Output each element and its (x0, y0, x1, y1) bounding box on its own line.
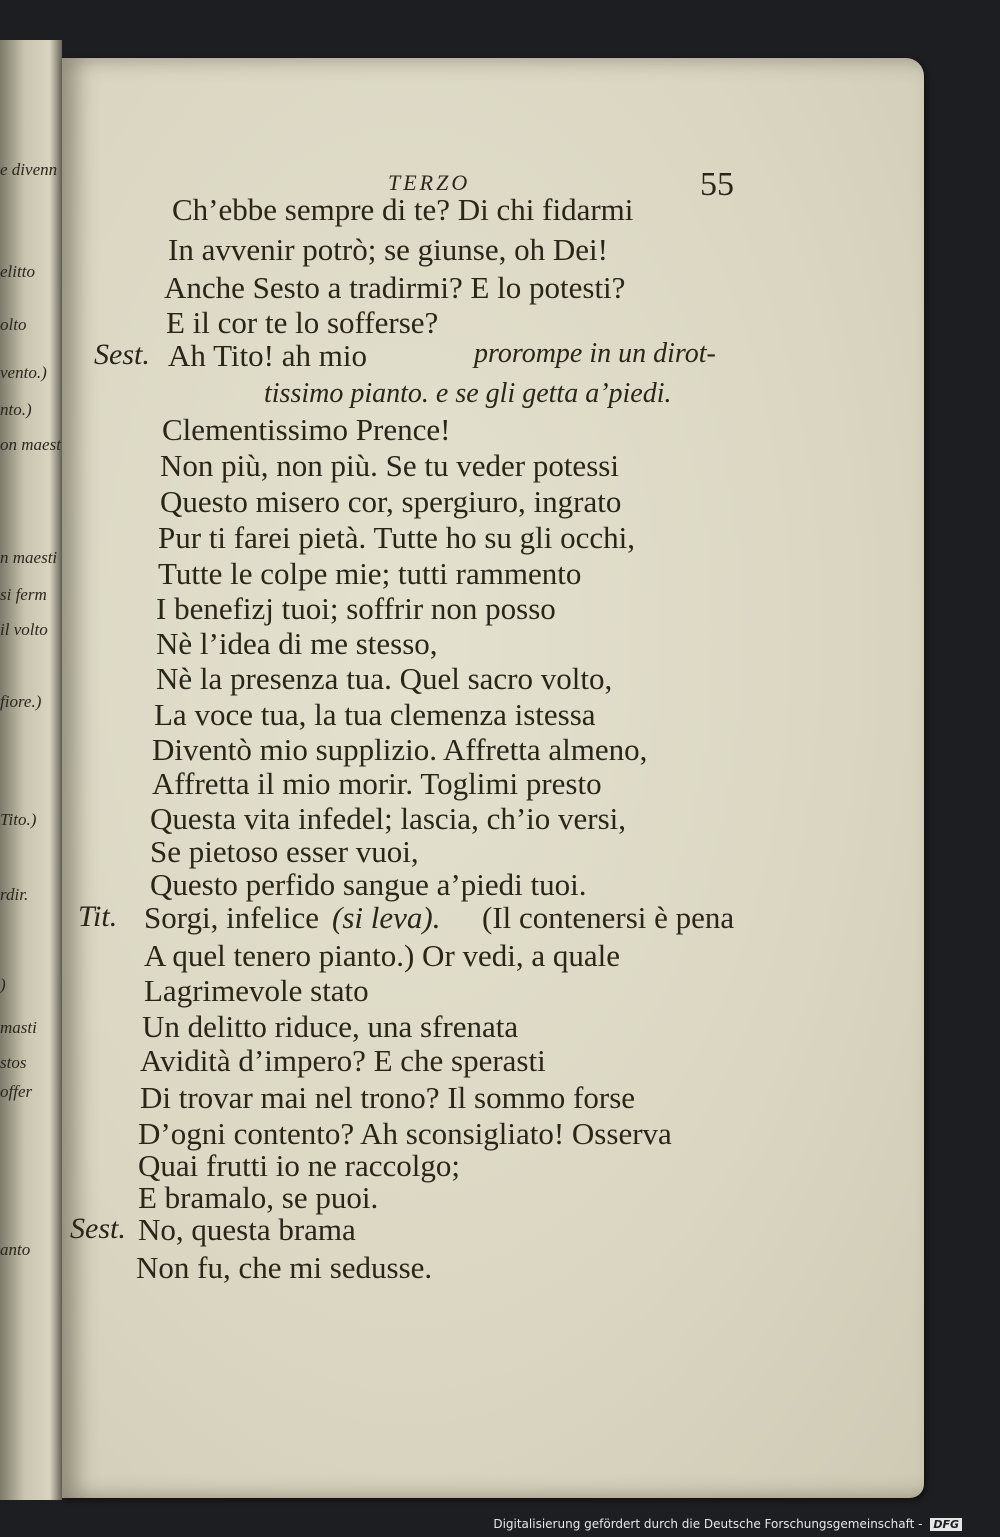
stage-direction: prorompe in un dirot- (474, 338, 716, 369)
prev-fragment: fiore.) (0, 692, 42, 711)
line-text: Questo perfido sangue a’piedi tuoi. (150, 867, 587, 902)
previous-page-edge (0, 40, 62, 1500)
prev-fragment: vento.) (0, 363, 47, 382)
prev-fragment: nto.) (0, 400, 32, 419)
line-text: Anche Sesto a tradirmi? E lo potesti? (164, 270, 626, 305)
prev-fragment: Tito.) (0, 810, 37, 829)
line-text: Sorgi, infelice (144, 900, 320, 935)
page-number: 55 (700, 166, 734, 203)
prev-fragment: on maest (0, 435, 61, 454)
prev-fragment: e divenn (0, 160, 58, 179)
line-text: Un delitto riduce, una sfrenata (142, 1009, 519, 1044)
line-text: Lagrimevole stato (144, 973, 369, 1008)
line-text: Questo misero cor, spergiuro, ingrato (160, 484, 622, 519)
prev-fragment: il volto (0, 620, 48, 639)
line-text: La voce tua, la tua clemenza istessa (154, 697, 596, 732)
prev-fragment: olto (0, 315, 27, 334)
stage-direction: (si leva). (332, 900, 441, 935)
line-text: Quai frutti io ne raccolgo; (138, 1148, 460, 1183)
prev-fragment: offer (0, 1082, 33, 1101)
line-text: Questa vita infedel; lascia, ch’io versi, (150, 801, 627, 836)
stage-direction: tissimo pianto. e se gli getta a’piedi. (264, 378, 672, 409)
dfg-logo: DFG (930, 1518, 962, 1531)
running-header: TERZO (388, 170, 471, 195)
line-text: Clementissimo Prence! (162, 412, 451, 447)
prev-fragment: ) (0, 975, 6, 994)
speaker-name: Sest. (70, 1212, 126, 1245)
digitization-credit (493, 1517, 962, 1531)
line-text: Nè l’idea di me stesso, (156, 626, 438, 661)
line-text: D’ogni contento? Ah sconsigliato! Osserva (138, 1116, 672, 1151)
line-text: Ch’ebbe sempre di te? Di chi fidarmi (172, 192, 634, 227)
line-text: Non fu, che mi sedusse. (136, 1250, 433, 1285)
line-text: Pur ti farei pietà. Tutte ho su gli occhi, (158, 520, 636, 555)
prev-fragment: stos (0, 1053, 27, 1072)
prev-fragment: elitto (0, 262, 35, 281)
prev-fragment: n maesti (0, 548, 58, 567)
line-text: Nè la presenza tua. Quel sacro volto, (156, 661, 613, 696)
prev-fragment: si ferm (0, 585, 47, 604)
line-text: (Il contenersi è pena (482, 900, 735, 935)
line-text: E bramalo, se puoi. (138, 1180, 379, 1215)
line-text: Diventò mio supplizio. Affretta almeno, (152, 732, 648, 767)
credit-text: Digitalisierung gefördert durch die Deutsche Forschungsgemeinschaft - (493, 1517, 923, 1531)
line-text: No, questa brama (138, 1212, 356, 1247)
line-text: Di trovar mai nel trono? Il sommo forse (140, 1080, 636, 1115)
line-text: E il cor te lo sofferse? (166, 305, 439, 340)
line-text: Ah Tito! ah mio (168, 338, 367, 373)
line-text: Affretta il mio morir. Toglimi presto (152, 766, 602, 801)
line-text: A quel tenero pianto.) Or vedi, a quale (144, 938, 621, 973)
line-text: Non più, non più. Se tu veder potessi (160, 448, 619, 483)
line-text: In avvenir potrò; se giunse, oh Dei! (168, 232, 608, 267)
line-text: Avidità d’impero? E che sperasti (140, 1043, 546, 1078)
speaker-name: Sest. (94, 338, 150, 371)
line-text: Tutte le colpe mie; tutti rammento (158, 556, 582, 591)
prev-fragment: rdir. (0, 885, 29, 904)
prev-fragment: anto (0, 1240, 31, 1259)
line-text: I benefizj tuoi; soffrir non posso (156, 591, 556, 626)
speaker-name: Tit. (78, 900, 118, 933)
prev-fragment: masti (0, 1018, 37, 1037)
line-text: Se pietoso esser vuoi, (150, 834, 419, 869)
